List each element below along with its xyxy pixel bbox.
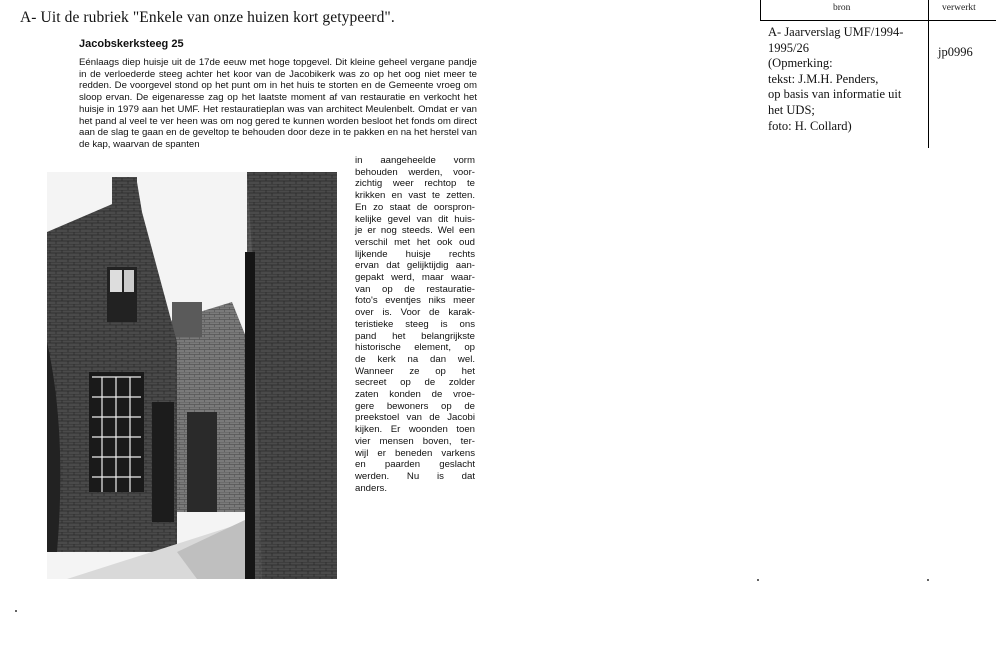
column-line: kijken. Er woonden toen [355,424,475,436]
column-line: verschil met het ook oud [355,236,475,248]
column-header-processed: verwerkt [942,3,976,13]
column-line: gere bewoners op de [355,400,475,412]
page-heading: A- Uit de rubriek "Enkele van onze huizen kort getypeerd". [20,9,395,26]
source-line: het UDS; [768,102,815,117]
article-column [355,155,475,494]
column-line: kelijke gevel van dit huis- [355,213,475,225]
source-line: tekst: J.M.H. Penders, [768,71,879,86]
column-line: vier mensen boven, ter- [355,435,475,447]
column-line: gepakt werd, maar waar- [355,272,475,284]
column-line: van op de restauratie- [355,283,475,295]
column-line: En zo staat de oorspron- [355,201,475,213]
article-intro: Eénlaags diep huisje uit de 17de eeuw met hoge topgevel. Dit kleine geheel vergane pandje in de verloederde steeg achter het koor van de Jacobikerk was zo op het oog niet meer te redden. De voorgevel stond op het punt om in het huis te storten en de Gemeente vroeg om sloop ervan. De eigenaresse zag op het laatste moment af van restauratie en verkocht het huisje in 1979 aan het UMF. Het restauratieplan was van architect Meulenbelt. Omdat er van het pand al veel te ver heen was om nog gered te kunnen worden besloot het fonds om direct aan de slag te gaan en de geveltop te behouden door deze in te pakken en na het herstel van de kap, waarvan de spanten [79,57,477,150]
article-title: Jacobskerksteeg 25 [79,38,184,50]
column-line: je er nog steeds. Wel een [355,225,475,237]
column-line: preekstoel van de Jacobi [355,412,475,424]
speck [757,579,759,581]
column-header-source: bron [833,3,851,13]
column-line: Wanneer ze op het [355,365,475,377]
column-line: de kerk na dan wel. [355,353,475,365]
column-line: krikken en vast te zetten. [355,190,475,202]
speck [15,610,17,612]
table-header-rule [760,20,996,21]
column-line: lijkende huisje rechts [355,248,475,260]
column-line: wijl er beneden varkens [355,447,475,459]
column-line: historische element, op [355,342,475,354]
speck [927,579,929,581]
source-line: op basis van informatie uit [768,87,902,102]
source-line: (Opmerking: [768,56,833,71]
column-line: secreet op de zolder [355,377,475,389]
table-divider-left [760,0,761,20]
column-line: ervan dat gelijktijdig aan- [355,260,475,272]
column-line: anders. [355,482,387,494]
column-line: pand het belangrijkste [355,330,475,342]
column-line: teristieke steeg is ons [355,318,475,330]
source-line: foto: H. Collard) [768,118,852,133]
table-divider-spacer [760,20,761,148]
source-line: 1995/26 [768,40,809,55]
house-photo [47,172,337,579]
column-line: in aangeheelde vorm [355,155,475,166]
column-line: werden. Nu is dat [355,470,475,482]
column-line: over is. Voor de karak- [355,307,475,319]
source-line: A- Jaarverslag UMF/1994- [768,25,904,39]
column-line: zichtig weer rechtop te [355,178,475,190]
processed-code: jp0996 [938,45,973,59]
column-line: behouden werden, voor- [355,166,475,178]
source-citation [768,25,933,134]
column-line: zaten konden de vroe- [355,389,475,401]
column-line: en paarden geslacht [355,459,475,471]
column-line: foto's eventjes niks meer [355,295,475,307]
